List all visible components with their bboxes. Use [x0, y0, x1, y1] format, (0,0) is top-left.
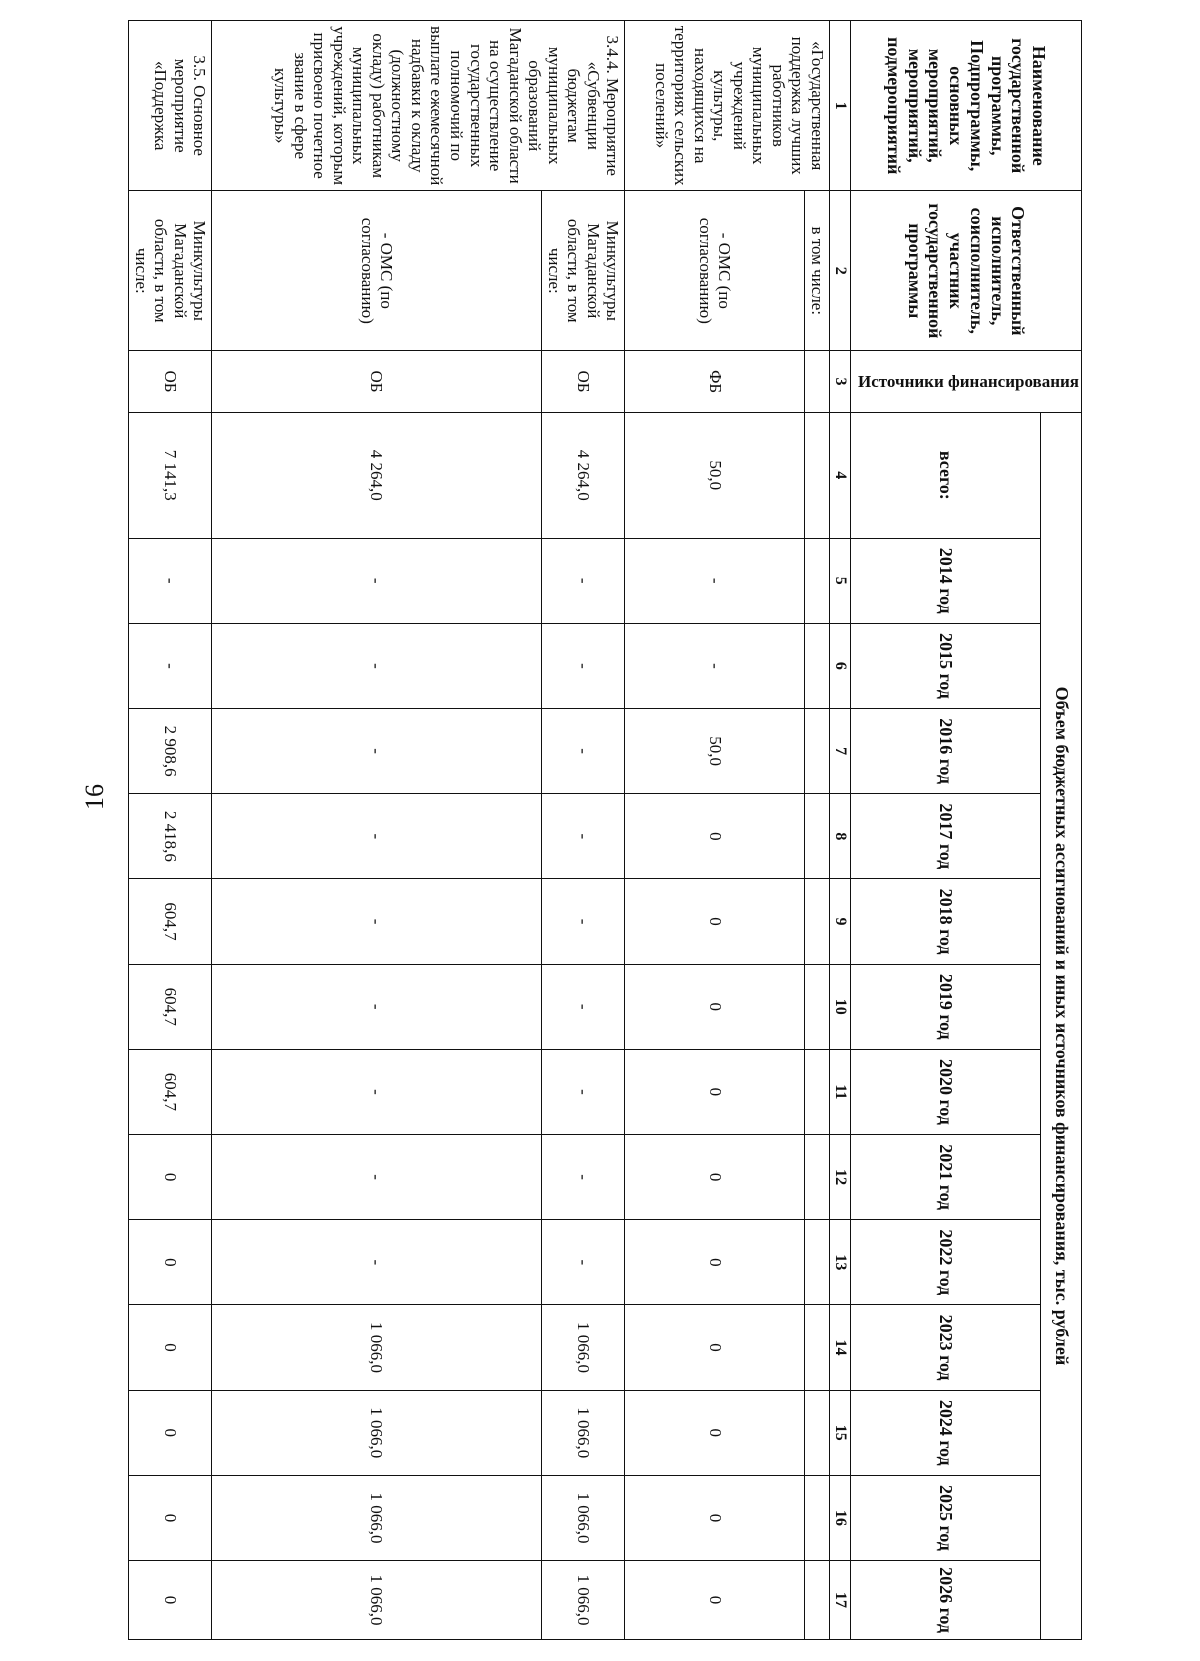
column-number: 4 [829, 412, 850, 538]
value-cell: 0 [625, 1390, 805, 1475]
value-cell: - [542, 964, 625, 1049]
page-number: 16 [80, 784, 109, 810]
total-cell: 50,0 [625, 412, 805, 538]
header-year: 2018 год [851, 879, 1041, 964]
value-cell [805, 1135, 830, 1220]
value-cell [805, 1305, 830, 1390]
value-cell: 0 [625, 1220, 805, 1305]
value-cell: 0 [625, 1305, 805, 1390]
value-cell: - [129, 623, 212, 708]
activity-name-cell: 3.5. Основное мероприятие «Поддержка [129, 21, 212, 191]
value-cell: - [542, 623, 625, 708]
value-cell [805, 1049, 830, 1134]
value-cell: - [625, 538, 805, 623]
column-number: 14 [829, 1305, 850, 1390]
header-year: 2014 год [851, 538, 1041, 623]
value-cell [805, 1561, 830, 1640]
value-cell: - [212, 794, 542, 879]
column-number: 16 [829, 1475, 850, 1560]
header-year: 2016 год [851, 709, 1041, 794]
header-year: 2020 год [851, 1049, 1041, 1134]
executor-cell: Минкультуры Магаданской области, в том числе: [129, 191, 212, 351]
value-cell [805, 964, 830, 1049]
executor-cell: - ОМС (по согласованию) [212, 191, 542, 351]
value-cell: - [212, 623, 542, 708]
source-cell [805, 351, 830, 413]
value-cell: 604,7 [129, 964, 212, 1049]
header-year: 2019 год [851, 964, 1041, 1049]
budget-table [128, 20, 1082, 1640]
header-executor: Ответственный исполнитель, соисполнитель, участник государственной программы [851, 191, 1082, 351]
value-cell: 1 066,0 [212, 1475, 542, 1560]
column-number: 11 [829, 1049, 850, 1134]
value-cell [805, 879, 830, 964]
header-year: 2017 год [851, 794, 1041, 879]
header-volume-title: Объем бюджетных ассигнований и иных источников финансирования, тыс. рублей [1041, 412, 1082, 1639]
value-cell: 1 066,0 [542, 1305, 625, 1390]
column-number: 10 [829, 964, 850, 1049]
value-cell: 1 066,0 [542, 1475, 625, 1560]
value-cell [805, 412, 830, 538]
value-cell: - [542, 1135, 625, 1220]
value-cell: 1 066,0 [542, 1390, 625, 1475]
value-cell: - [542, 794, 625, 879]
total-cell: 4 264,0 [542, 412, 625, 538]
activity-name-cell: «Государственная поддержка лучших работников муниципальных учреждений культуры, находящихся на территориях сельских поселений» [625, 21, 830, 191]
value-cell: 1 066,0 [542, 1561, 625, 1640]
activity-name-cell: 3.4.4. Мероприятие «Субвенции бюджетам муниципальных образований Магаданской области на осуществление государственных полномочий по выплате ежемесячной надбавки к окладу (должностному окладу) работникам муниципальных учреждений, которым присвоено почетное звание в сфере культуры» [212, 21, 625, 191]
value-cell: 0 [625, 1475, 805, 1560]
value-cell: - [542, 1220, 625, 1305]
value-cell: 0 [625, 1135, 805, 1220]
column-number: 12 [829, 1135, 850, 1220]
value-cell [805, 538, 830, 623]
header-year: 2015 год [851, 623, 1041, 708]
value-cell: 0 [129, 1390, 212, 1475]
header-year: 2026 год [851, 1561, 1041, 1640]
value-cell: 0 [129, 1561, 212, 1640]
column-number: 1 [829, 21, 850, 191]
rotated-table-wrapper [122, 20, 1082, 1640]
value-cell: 0 [625, 1561, 805, 1640]
source-cell: ОБ [212, 351, 542, 413]
column-number: 9 [829, 879, 850, 964]
value-cell: 2 908,6 [129, 709, 212, 794]
header-source: Источники финансирования [851, 351, 1082, 413]
column-number: 8 [829, 794, 850, 879]
value-cell: 0 [129, 1135, 212, 1220]
header-name: Наименование государственной программы, Подпрограммы, основных мероприятий, мероприятий, подмероприятий [851, 21, 1082, 191]
header-year: 2021 год [851, 1135, 1041, 1220]
header-year: 2024 год [851, 1390, 1041, 1475]
value-cell [805, 1475, 830, 1560]
total-cell: 7 141,3 [129, 412, 212, 538]
value-cell: - [212, 1220, 542, 1305]
column-number: 5 [829, 538, 850, 623]
value-cell: 0 [129, 1305, 212, 1390]
value-cell: 1 066,0 [212, 1561, 542, 1640]
header-year: 2025 год [851, 1475, 1041, 1560]
value-cell: - [625, 623, 805, 708]
value-cell: 0 [129, 1220, 212, 1305]
executor-cell: - ОМС (по согласованию) [625, 191, 805, 351]
value-cell [805, 1220, 830, 1305]
column-number: 17 [829, 1561, 850, 1640]
source-cell: ОБ [542, 351, 625, 413]
value-cell: 0 [625, 879, 805, 964]
value-cell: - [212, 879, 542, 964]
source-cell: ОБ [129, 351, 212, 413]
value-cell: - [542, 538, 625, 623]
column-number: 2 [829, 191, 850, 351]
value-cell [805, 623, 830, 708]
value-cell: - [542, 709, 625, 794]
value-cell: 1 066,0 [212, 1305, 542, 1390]
value-cell [805, 794, 830, 879]
value-cell: 604,7 [129, 879, 212, 964]
column-number: 6 [829, 623, 850, 708]
executor-cell: в том числе: [805, 191, 830, 351]
value-cell: 0 [625, 794, 805, 879]
header-year: 2022 год [851, 1220, 1041, 1305]
value-cell: 0 [625, 1049, 805, 1134]
value-cell: 0 [625, 964, 805, 1049]
value-cell [805, 709, 830, 794]
value-cell: 604,7 [129, 1049, 212, 1134]
value-cell: - [212, 538, 542, 623]
value-cell: 1 066,0 [212, 1390, 542, 1475]
value-cell: - [129, 538, 212, 623]
value-cell [805, 1390, 830, 1475]
column-number: 15 [829, 1390, 850, 1475]
value-cell: - [212, 1049, 542, 1134]
source-cell: ФБ [625, 351, 805, 413]
total-cell: 4 264,0 [212, 412, 542, 538]
column-number: 7 [829, 709, 850, 794]
value-cell: - [542, 879, 625, 964]
column-number: 13 [829, 1220, 850, 1305]
executor-cell: Минкультуры Магаданской области, в том числе: [542, 191, 625, 351]
column-number: 3 [829, 351, 850, 413]
header-total: всего: [851, 412, 1041, 538]
value-cell: - [542, 1049, 625, 1134]
header-year: 2023 год [851, 1305, 1041, 1390]
value-cell: - [212, 709, 542, 794]
value-cell: - [212, 1135, 542, 1220]
value-cell: 2 418,6 [129, 794, 212, 879]
value-cell: 0 [129, 1475, 212, 1560]
value-cell: 50,0 [625, 709, 805, 794]
value-cell: - [212, 964, 542, 1049]
